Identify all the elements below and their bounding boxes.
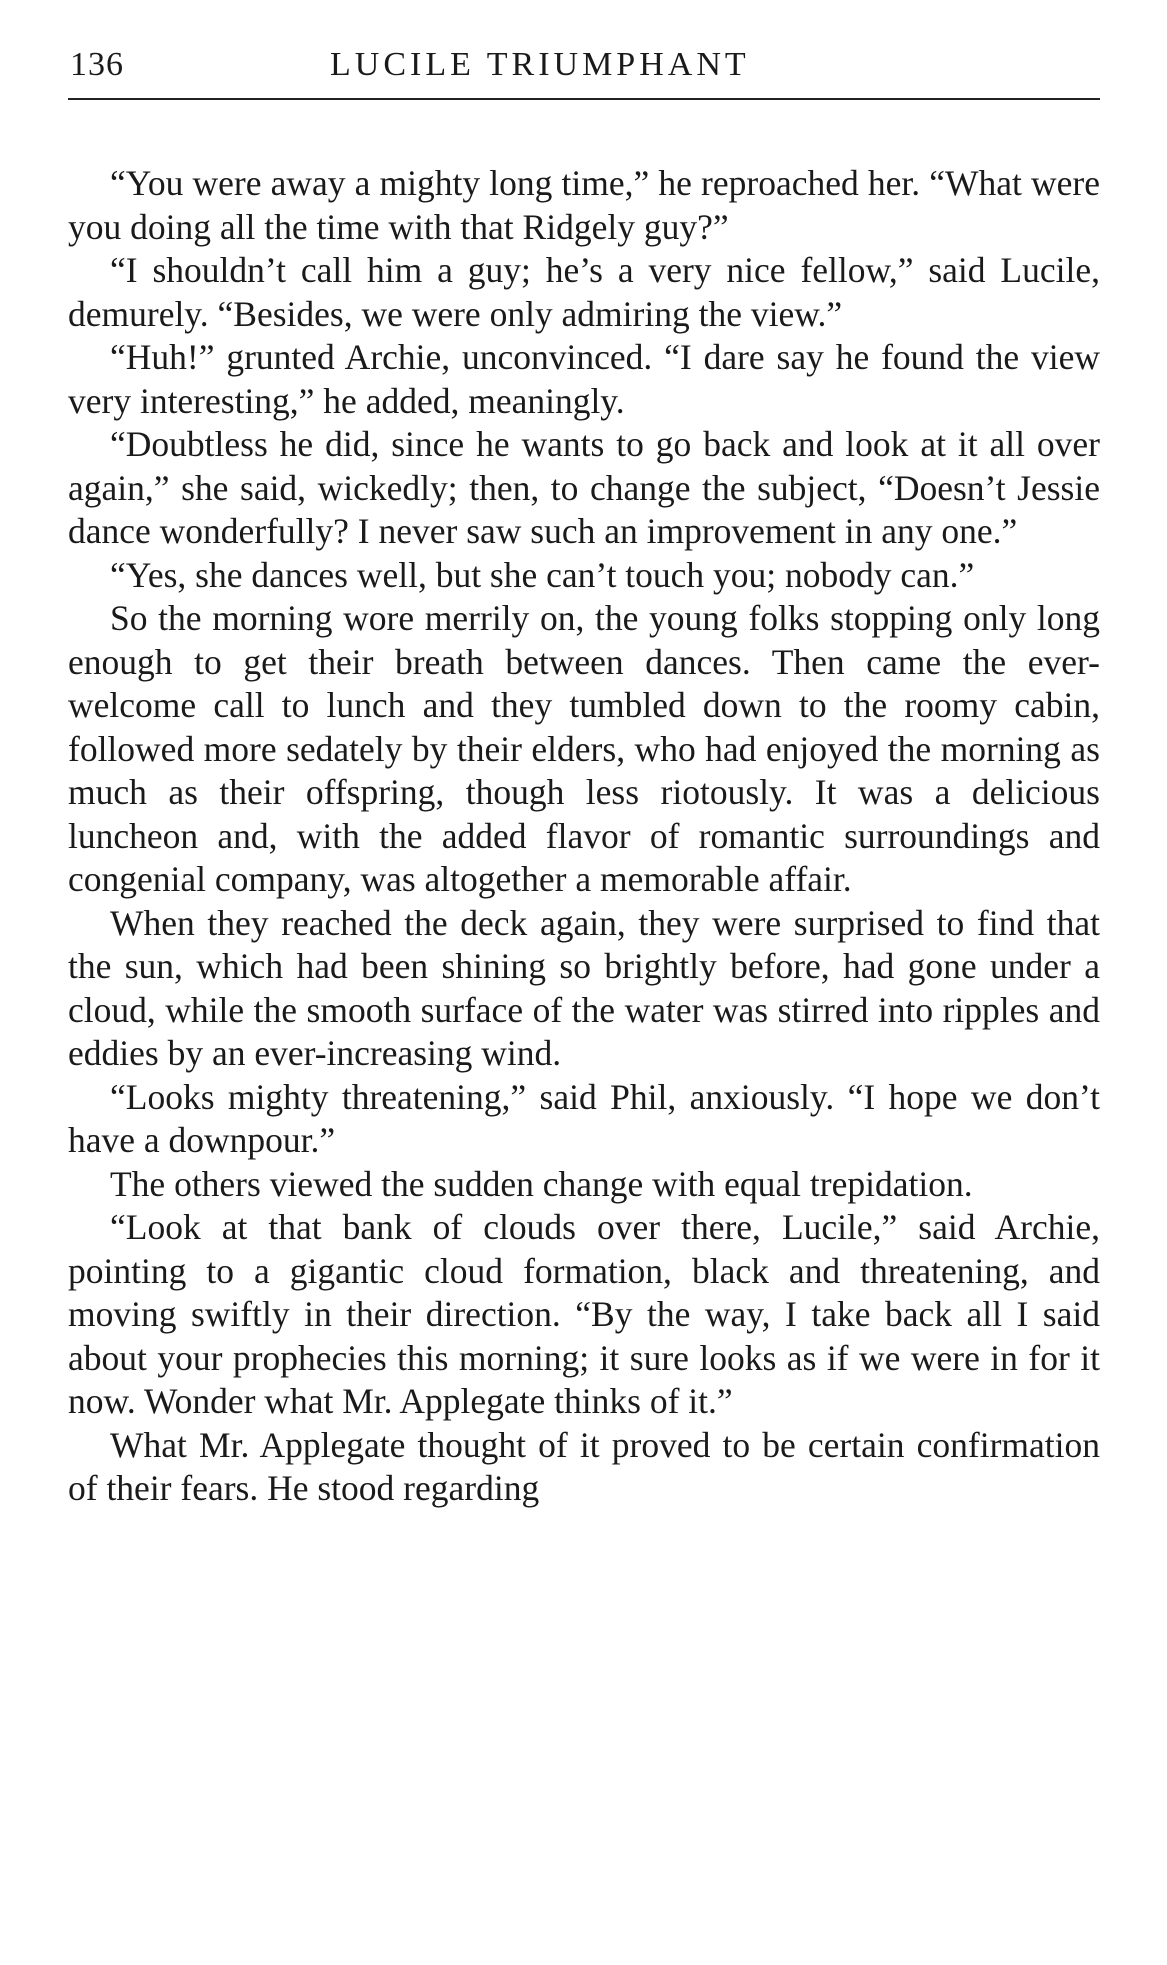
page-number: 136 [70, 46, 124, 83]
paragraph: “You were away a mighty long time,” he reproached her. “What were you doing all the time with that Ridgely guy?” [68, 163, 1100, 247]
body-text [68, 162, 1100, 1511]
paragraph: “Looks mighty threatening,” said Phil, anxiously. “I hope we don’t have a downpour.” [68, 1076, 1100, 1160]
paragraph: “Yes, she dances well, but she can’t touch you; nobody can.” [110, 554, 975, 595]
paragraph: So the morning wore merrily on, the young folks stopping only long enough to get their breath between dances. Then came the ever-welcome call to lunch and they tumbled down to the roomy cabin, followed more sedately by their elders, who had enjoyed the morning as much as their offspring, though less riotously. It was a delicious luncheon and, with the added flavor of romantic surroundings and congenial company, was altogether a memorable affair. [68, 598, 1100, 899]
paragraph: “Look at that bank of clouds over there, Lucile,” said Archie, pointing to a gigantic cloud formation, black and threatening, and moving swiftly in their direction. “By the way, I take back all I said about your prophecies this morning; it sure looks as if we were in for it now. Wonder what Mr. Applegate thinks of it.” [68, 1207, 1100, 1421]
paragraph: “Doubtless he did, since he wants to go back and look at it all over again,” she said, wickedly; then, to change the subject, “Doesn’t Jessie dance wonderfully? I never saw such an improvement in any one.” [68, 424, 1100, 551]
paragraph: What Mr. Applegate thought of it proved to be certain confirmation of their fears. He stood regarding [68, 1424, 1100, 1508]
paragraph: The others viewed the sudden change with equal trepidation. [110, 1163, 973, 1204]
running-title: LUCILE TRIUMPHANT [330, 46, 750, 83]
paragraph: “I shouldn’t call him a guy; he’s a very nice fellow,” said Lucile, demurely. “Besides, we were only admiring the view.” [68, 250, 1100, 334]
running-head [68, 38, 1100, 100]
paragraph: When they reached the deck again, they were surprised to find that the sun, which had been shining so brightly before, had gone under a cloud, while the smooth surface of the water was stirred into ripples and eddies by an ever-increasing wind. [68, 902, 1100, 1073]
paragraph: “Huh!” grunted Archie, unconvinced. “I dare say he found the view very interesting,” he added, meaningly. [68, 337, 1100, 421]
